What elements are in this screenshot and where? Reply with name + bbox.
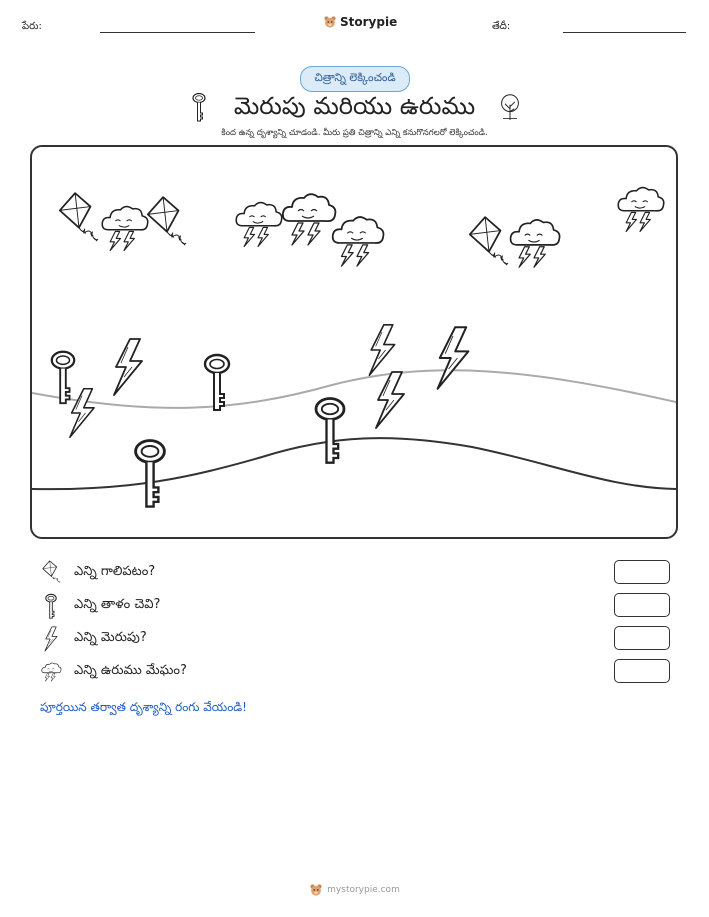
- lightning-2: [70, 389, 94, 438]
- coloring-note: పూర్తయిన తర్వాత దృశ్యాన్ని రంగు వేయండి!: [40, 700, 247, 714]
- answer-box[interactable]: [614, 593, 670, 617]
- site-footer: [0, 883, 709, 897]
- storm-cloud-1: [102, 207, 148, 251]
- brand-logo: [323, 15, 397, 29]
- key-icon: [40, 593, 62, 619]
- lightning-icon: [40, 626, 62, 652]
- storm-cloud-5: [511, 220, 560, 267]
- bear-logo-icon: [309, 883, 323, 897]
- brand-name: Storypie: [340, 15, 398, 29]
- name-label: పేరు:: [22, 21, 42, 32]
- key-1: [52, 352, 74, 403]
- activity-badge: చిత్రాన్ని లెక్కించండి: [300, 66, 410, 92]
- question-key: [40, 593, 670, 619]
- answer-box[interactable]: [614, 626, 670, 650]
- lightning-5: [438, 327, 469, 389]
- front-hill: [32, 438, 678, 489]
- question-kite: [40, 560, 670, 586]
- lightning-4: [376, 372, 404, 428]
- name-field[interactable]: [100, 32, 255, 33]
- answer-box[interactable]: [614, 560, 670, 584]
- kite-2: [148, 197, 186, 245]
- instructions: కింద ఉన్న దృశ్యాన్ని చూడండి. మీరు ప్రతి చిత్రాన్ని ఎన్ని కనుగొనగలరో లెక్కించండి.: [221, 128, 488, 138]
- answer-box[interactable]: [614, 659, 670, 683]
- question-text: ఎన్ని ఉరుము మేఘం?: [74, 663, 187, 678]
- date-field[interactable]: [563, 32, 686, 33]
- kite-1: [60, 193, 98, 241]
- storm-cloud-6: [618, 188, 664, 232]
- kite-icon: [40, 560, 62, 586]
- key-2: [205, 355, 229, 410]
- key-3: [316, 399, 344, 463]
- storm-cloud-2: [236, 203, 282, 247]
- question-storm-cloud: [40, 659, 670, 685]
- site-url: mystorypie.com: [327, 885, 400, 895]
- date-label: తేదీ:: [492, 21, 511, 32]
- tree-icon: [496, 92, 524, 120]
- question-text: ఎన్ని మెరుపు?: [74, 630, 147, 645]
- question-text: ఎన్ని తాళం చెవి?: [74, 597, 161, 612]
- lightning-1: [114, 339, 142, 395]
- storm-cloud-icon: [40, 659, 62, 685]
- lightning-3: [369, 325, 394, 375]
- storm-cloud-3: [283, 194, 336, 245]
- storm-cloud-4: [333, 217, 384, 266]
- page-title: మెరుపు మరియు ఉరుము: [233, 92, 476, 120]
- scene-illustration: [32, 147, 678, 539]
- key-4: [136, 441, 165, 507]
- counting-scene: [30, 145, 678, 539]
- bear-logo-icon: [323, 15, 337, 29]
- question-text: ఎన్ని గాలిపటం?: [74, 564, 156, 579]
- question-lightning: [40, 626, 670, 652]
- kite-3: [470, 217, 508, 265]
